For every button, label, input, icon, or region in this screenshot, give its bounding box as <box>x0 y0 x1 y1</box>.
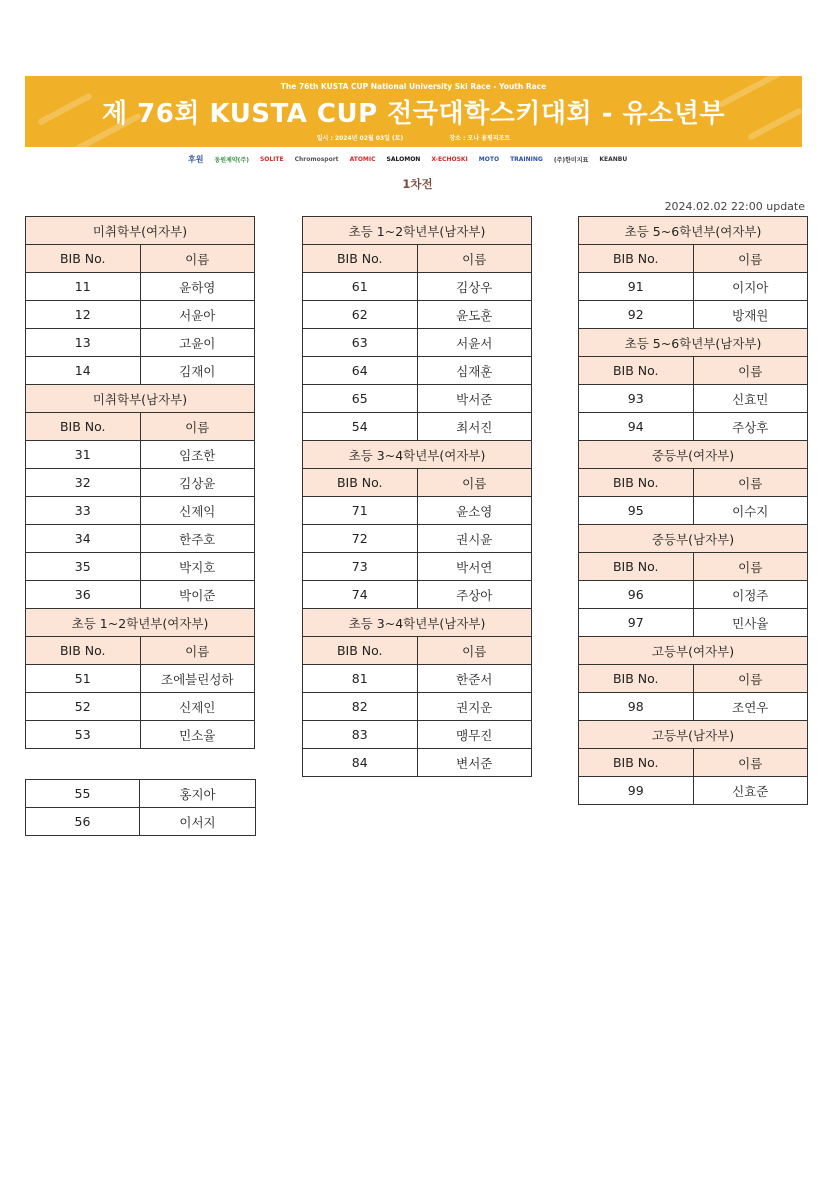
sponsor-logo: (주)한미지표 <box>553 156 589 164</box>
bib-number: 53 <box>26 721 141 749</box>
racer-name: 심재훈 <box>417 357 532 385</box>
table-row <box>303 749 532 777</box>
bib-number: 55 <box>26 780 140 808</box>
bib-number: 94 <box>579 413 694 441</box>
bib-column-header: BIB No. <box>303 637 418 665</box>
table-row <box>26 581 255 609</box>
bib-number: 91 <box>579 273 694 301</box>
event-date: 일시 : 2024년 02월 03일 (토) <box>316 135 404 142</box>
sponsor-logo: KEANBU <box>599 155 628 163</box>
bib-column-header: BIB No. <box>579 469 694 497</box>
racer-name: 박서연 <box>417 553 532 581</box>
table-row <box>26 693 255 721</box>
section-title: 초등 3~4학년부(남자부) <box>303 609 532 637</box>
name-column-header: 이름 <box>693 749 808 777</box>
bib-number: 64 <box>303 357 418 385</box>
racer-name: 주상아 <box>417 581 532 609</box>
banner-subtitle: The 76th KUSTA CUP National University Ski Race - Youth Race <box>280 82 547 91</box>
sponsor-logo: TRAINING <box>510 155 543 163</box>
name-column-header: 이름 <box>417 469 532 497</box>
bib-number: 81 <box>303 665 418 693</box>
bib-number: 95 <box>579 497 694 525</box>
bib-number: 93 <box>579 385 694 413</box>
bib-number: 36 <box>26 581 141 609</box>
bib-column-header: BIB No. <box>26 413 141 441</box>
table-row <box>303 301 532 329</box>
section-title: 미취학부(여자부) <box>26 217 255 245</box>
bib-number: 74 <box>303 581 418 609</box>
bib-number: 73 <box>303 553 418 581</box>
table-row <box>303 413 532 441</box>
racer-name: 이수지 <box>693 497 808 525</box>
name-column-header: 이름 <box>693 553 808 581</box>
sponsor-logo: Chromosport <box>294 155 339 163</box>
table-row <box>579 301 808 329</box>
sponsor-logo: MOTO <box>478 155 500 163</box>
table-row <box>579 581 808 609</box>
table-row <box>26 525 255 553</box>
sponsor-label: 후원 <box>188 154 204 164</box>
racer-name: 방재원 <box>693 301 808 329</box>
racer-name: 박이준 <box>140 581 255 609</box>
table-row <box>26 808 256 836</box>
bib-number: 92 <box>579 301 694 329</box>
table-row <box>303 693 532 721</box>
table-row <box>26 665 255 693</box>
update-timestamp: 2024.02.02 22:00 update <box>664 200 805 213</box>
sponsor-logo: SOLITE <box>259 155 284 163</box>
racer-name: 주상후 <box>693 413 808 441</box>
bib-number: 63 <box>303 329 418 357</box>
racer-name: 김상우 <box>417 273 532 301</box>
racer-name: 김상윤 <box>140 469 255 497</box>
section-title: 고등부(남자부) <box>579 721 808 749</box>
section-title: 초등 5~6학년부(남자부) <box>579 329 808 357</box>
racer-name: 이지아 <box>693 273 808 301</box>
table-row <box>579 385 808 413</box>
racer-name: 신제인 <box>140 693 255 721</box>
bib-number: 56 <box>26 808 140 836</box>
bib-number: 12 <box>26 301 141 329</box>
bib-column-header: BIB No. <box>303 469 418 497</box>
racer-name: 윤소영 <box>417 497 532 525</box>
bib-number: 82 <box>303 693 418 721</box>
bib-column-header: BIB No. <box>579 553 694 581</box>
table-column-1-extra <box>25 779 256 836</box>
racer-name: 한준서 <box>417 665 532 693</box>
racer-name: 조에블린성하 <box>140 665 255 693</box>
table-row <box>303 553 532 581</box>
section-title: 초등 1~2학년부(남자부) <box>303 217 532 245</box>
racer-name: 서윤아 <box>140 301 255 329</box>
racer-name: 박지호 <box>140 553 255 581</box>
racer-name: 맹무진 <box>417 721 532 749</box>
bib-number: 32 <box>26 469 141 497</box>
section-title: 중등부(남자부) <box>579 525 808 553</box>
bib-number: 71 <box>303 497 418 525</box>
table-row <box>303 525 532 553</box>
table-column-2 <box>302 216 532 777</box>
banner-meta <box>25 133 802 142</box>
racer-name: 고윤이 <box>140 329 255 357</box>
table-column-3 <box>578 216 808 805</box>
racer-name: 이정주 <box>693 581 808 609</box>
racer-name: 홍지아 <box>140 780 256 808</box>
racer-name: 민소율 <box>140 721 255 749</box>
racer-name: 임조한 <box>140 441 255 469</box>
racer-name: 조연우 <box>693 693 808 721</box>
table-row <box>26 441 255 469</box>
bib-number: 13 <box>26 329 141 357</box>
bib-number: 97 <box>579 609 694 637</box>
bib-number: 31 <box>26 441 141 469</box>
name-column-header: 이름 <box>693 357 808 385</box>
name-column-header: 이름 <box>693 469 808 497</box>
bib-number: 35 <box>26 553 141 581</box>
table-row <box>26 329 255 357</box>
name-column-header: 이름 <box>417 245 532 273</box>
table-row <box>579 693 808 721</box>
bib-number: 83 <box>303 721 418 749</box>
sponsor-strip <box>188 153 638 165</box>
name-column-header: 이름 <box>417 637 532 665</box>
racer-name: 신효준 <box>693 777 808 805</box>
table-row <box>579 777 808 805</box>
sponsor-logo: SALOMON <box>386 155 421 163</box>
table-row <box>303 721 532 749</box>
section-title: 초등 1~2학년부(여자부) <box>26 609 255 637</box>
racer-name: 윤도훈 <box>417 301 532 329</box>
racer-name: 이서지 <box>140 808 256 836</box>
table-row <box>579 497 808 525</box>
table-column-1 <box>25 216 255 749</box>
bib-number: 33 <box>26 497 141 525</box>
table-row <box>303 385 532 413</box>
racer-name: 윤하영 <box>140 273 255 301</box>
table-row <box>26 301 255 329</box>
sponsor-logo: X-ECHOSKI <box>431 155 468 163</box>
name-column-header: 이름 <box>140 245 255 273</box>
table-row <box>26 357 255 385</box>
racer-name: 김재이 <box>140 357 255 385</box>
racer-name: 최서진 <box>417 413 532 441</box>
table-row <box>303 665 532 693</box>
bib-number: 99 <box>579 777 694 805</box>
section-title: 미취학부(남자부) <box>26 385 255 413</box>
table-row <box>303 329 532 357</box>
round-title: 1차전 <box>402 177 433 191</box>
bib-number: 62 <box>303 301 418 329</box>
racer-name: 민사율 <box>693 609 808 637</box>
bib-number: 65 <box>303 385 418 413</box>
bib-column-header: BIB No. <box>26 245 141 273</box>
bib-number: 72 <box>303 525 418 553</box>
racer-name: 서윤서 <box>417 329 532 357</box>
bib-column-header: BIB No. <box>579 245 694 273</box>
bib-number: 11 <box>26 273 141 301</box>
table-row <box>26 469 255 497</box>
racer-name: 변서준 <box>417 749 532 777</box>
racer-name: 신효민 <box>693 385 808 413</box>
bib-number: 52 <box>26 693 141 721</box>
bib-number: 61 <box>303 273 418 301</box>
bib-column-header: BIB No. <box>579 749 694 777</box>
table-row <box>26 553 255 581</box>
table-row <box>26 497 255 525</box>
bib-number: 98 <box>579 693 694 721</box>
section-title: 초등 5~6학년부(여자부) <box>579 217 808 245</box>
name-column-header: 이름 <box>140 637 255 665</box>
sponsor-logo: ATOMIC <box>349 155 376 163</box>
bib-column-header: BIB No. <box>26 637 141 665</box>
bib-number: 54 <box>303 413 418 441</box>
name-column-header: 이름 <box>693 245 808 273</box>
racer-name: 신제익 <box>140 497 255 525</box>
table-row <box>26 721 255 749</box>
table-row <box>579 413 808 441</box>
bib-number: 51 <box>26 665 141 693</box>
table-row <box>303 581 532 609</box>
bib-column-header: BIB No. <box>303 245 418 273</box>
bib-number: 84 <box>303 749 418 777</box>
bib-number: 14 <box>26 357 141 385</box>
racer-name: 박서준 <box>417 385 532 413</box>
table-row <box>579 273 808 301</box>
name-column-header: 이름 <box>140 413 255 441</box>
header-banner <box>25 76 802 147</box>
bib-number: 34 <box>26 525 141 553</box>
bib-number: 96 <box>579 581 694 609</box>
table-row <box>303 357 532 385</box>
banner-title: 제 76회 KUSTA CUP 전국대학스키대회 - 유소년부 <box>101 99 726 129</box>
bib-column-header: BIB No. <box>579 357 694 385</box>
sponsor-logo: 동원제약(주) <box>214 156 249 164</box>
bib-column-header: BIB No. <box>579 665 694 693</box>
racer-name: 권시윤 <box>417 525 532 553</box>
table-row <box>26 273 255 301</box>
table-row <box>26 780 256 808</box>
racer-name: 한주호 <box>140 525 255 553</box>
section-title: 중등부(여자부) <box>579 441 808 469</box>
event-venue: 장소 : 모나 용평리조트 <box>449 135 511 142</box>
table-row <box>303 273 532 301</box>
table-row <box>579 609 808 637</box>
section-title: 고등부(여자부) <box>579 637 808 665</box>
racer-name: 권지운 <box>417 693 532 721</box>
name-column-header: 이름 <box>693 665 808 693</box>
table-row <box>303 497 532 525</box>
section-title: 초등 3~4학년부(여자부) <box>303 441 532 469</box>
